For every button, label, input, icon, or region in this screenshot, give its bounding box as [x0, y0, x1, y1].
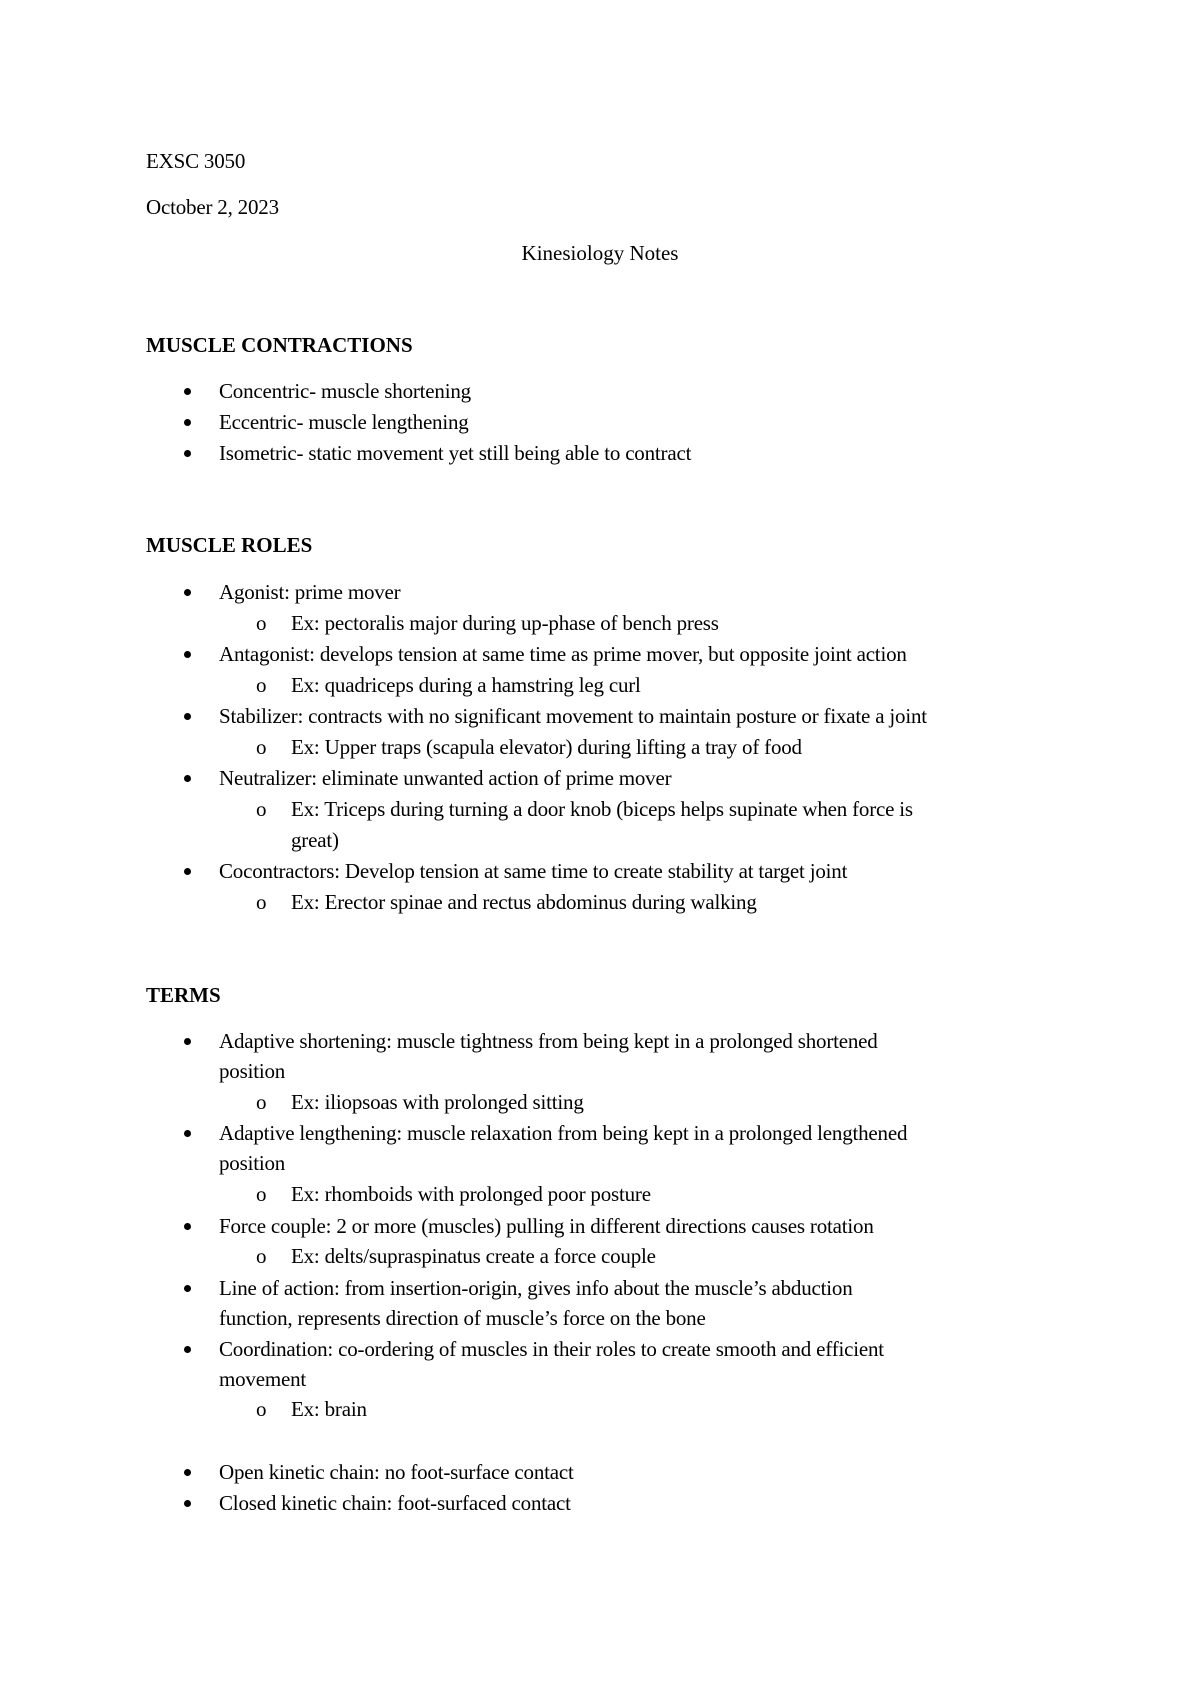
sub-list-item-text: Ex: delts/supraspinatus create a force couple — [291, 1244, 656, 1268]
list-item-continuation: position — [219, 1151, 286, 1175]
bullet-icon — [184, 1285, 191, 1292]
sub-bullet-icon: o — [256, 1397, 267, 1421]
bullet-icon — [184, 388, 191, 395]
sub-bullet-icon: o — [256, 611, 267, 635]
sub-bullet-icon: o — [256, 797, 267, 821]
sub-list-item-text: Ex: quadriceps during a hamstring leg curl — [291, 673, 641, 697]
bullet-icon — [184, 589, 191, 596]
sub-bullet-icon: o — [256, 673, 267, 697]
course-code: EXSC 3050 — [146, 149, 246, 173]
sub-list-item-text: Ex: pectoralis major during up-phase of bench press — [291, 611, 719, 635]
sub-list-item-text: Ex: Triceps during turning a door knob (biceps helps supinate when force is — [291, 797, 913, 821]
list-item-text: Adaptive lengthening: muscle relaxation from being kept in a prolonged lengthened — [219, 1121, 908, 1145]
list-item-text: Coordination: co-ordering of muscles in their roles to create smooth and efficient — [219, 1337, 884, 1361]
list-item-text: Adaptive shortening: muscle tightness from being kept in a prolonged shortened — [219, 1029, 878, 1053]
list-item-continuation: position — [219, 1059, 286, 1083]
list-item-text: Line of action: from insertion-origin, gives info about the muscle’s abduction — [219, 1276, 853, 1300]
sub-bullet-icon: o — [256, 735, 267, 759]
sub-list-item-text: Ex: Erector spinae and rectus abdominus during walking — [291, 890, 757, 914]
section-heading-terms: TERMS — [146, 983, 221, 1007]
sub-list-item-text: Ex: iliopsoas with prolonged sitting — [291, 1090, 584, 1114]
list-item-text: Force couple: 2 or more (muscles) pulling in different directions causes rotation — [219, 1214, 874, 1238]
list-item-text: Concentric- muscle shortening — [219, 379, 471, 403]
bullet-icon — [184, 1130, 191, 1137]
bullet-icon — [184, 1223, 191, 1230]
bullet-icon — [184, 1346, 191, 1353]
bullet-icon — [184, 1500, 191, 1507]
sub-list-item-text: Ex: brain — [291, 1397, 367, 1421]
list-item-text: Eccentric- muscle lengthening — [219, 410, 469, 434]
page-title: Kinesiology Notes — [521, 241, 679, 265]
sub-list-item-continuation: great) — [291, 828, 339, 852]
bullet-icon — [184, 775, 191, 782]
list-item-text: Open kinetic chain: no foot-surface contact — [219, 1460, 574, 1484]
sub-bullet-icon: o — [256, 1182, 267, 1206]
list-item-text: Agonist: prime mover — [219, 580, 401, 604]
bullet-icon — [184, 651, 191, 658]
bullet-icon — [184, 868, 191, 875]
list-item-continuation: movement — [219, 1367, 307, 1391]
list-item-text: Neutralizer: eliminate unwanted action of prime mover — [219, 766, 672, 790]
sub-bullet-icon: o — [256, 1090, 267, 1114]
section-heading-roles: MUSCLE ROLES — [146, 533, 313, 557]
sub-list-item-text: Ex: Upper traps (scapula elevator) during lifting a tray of food — [291, 735, 802, 759]
bullet-icon — [184, 713, 191, 720]
section-heading-contractions: MUSCLE CONTRACTIONS — [146, 333, 413, 357]
list-item-continuation: function, represents direction of muscle’s force on the bone — [219, 1306, 706, 1330]
list-item-text: Antagonist: develops tension at same time as prime mover, but opposite joint action — [219, 642, 907, 666]
list-item-text: Isometric- static movement yet still being able to contract — [219, 441, 692, 465]
date: October 2, 2023 — [146, 195, 279, 219]
list-item-text: Cocontractors: Develop tension at same time to create stability at target joint — [219, 859, 848, 883]
list-item-text: Stabilizer: contracts with no significant movement to maintain posture or fixate a joint — [219, 704, 927, 728]
sub-bullet-icon: o — [256, 890, 267, 914]
bullet-icon — [184, 1038, 191, 1045]
list-item-text: Closed kinetic chain: foot-surfaced contact — [219, 1491, 571, 1515]
bullet-icon — [184, 1469, 191, 1476]
sub-list-item-text: Ex: rhomboids with prolonged poor posture — [291, 1182, 651, 1206]
sub-bullet-icon: o — [256, 1244, 267, 1268]
bullet-icon — [184, 450, 191, 457]
bullet-icon — [184, 419, 191, 426]
